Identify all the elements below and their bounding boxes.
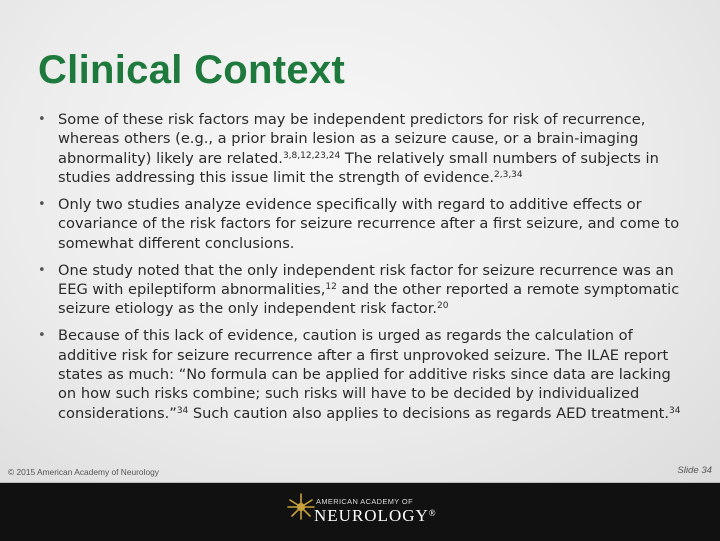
bullet-item: [38, 195, 682, 253]
bullet-item: [38, 261, 682, 319]
bullet-text: Such caution also applies to decisions as regards AED treatment.: [188, 404, 670, 422]
aan-logo: [286, 492, 437, 532]
logo-trademark: ®: [428, 508, 437, 518]
bullet-text: One study noted that the only independent risk factor for seizure recurrence was an EEG with epileptiform abnormalities,: [58, 261, 674, 299]
logo-main-text: [314, 506, 437, 526]
logo-top-text: AMERICAN ACADEMY OF: [316, 497, 413, 506]
bullet-dot-icon: •: [38, 328, 46, 344]
citation-superscript: 12: [325, 282, 337, 293]
citation-superscript: 2,3,34: [494, 170, 523, 181]
bullet-text: Because of this lack of evidence, caution is urged as regards the calculation of additive risk for seizure recurrence after a first unprovoked seizure. The ILAE report states as much: “No formula can be applied for additive risks since data are lacking on how such risks combine; such risks will have to be decided by individualized considerations.”: [58, 327, 671, 422]
starburst-icon: [286, 492, 316, 522]
copyright-text: © 2015 American Academy of Neurology: [8, 467, 159, 477]
bullet-dot-icon: •: [38, 197, 46, 213]
bullet-text: Only two studies analyze evidence specifically with regard to additive effects or covariance of the risk factors for seizure recurrence after a first seizure, and come to somewhat different conclusions.: [58, 196, 680, 252]
citation-superscript: 34: [669, 405, 681, 416]
bullet-item: [38, 110, 682, 188]
slide-number: Slide 34: [677, 465, 712, 476]
citation-superscript: 3,8,12,23,24: [282, 150, 341, 161]
bullet-dot-icon: •: [38, 112, 46, 127]
bullet-dot-icon: •: [38, 262, 46, 278]
bullet-text: The relatively small numbers of subjects in studies addressing this issue limit the strength of evidence.: [58, 149, 659, 187]
bullet-list: [38, 110, 682, 431]
bullet-text: and the other reported a remote symptomatic seizure etiology as the only independent risk factor.: [58, 281, 680, 318]
logo-main-word: NEUROLOGY: [314, 506, 429, 525]
bullet-item: [38, 326, 682, 423]
slide-title: Clinical Context: [38, 48, 346, 92]
bullet-text: Some of these risk factors may be independent predictors for risk of recurrence, whereas others (e.g., a prior brain lesion as a seizure cause, or a brain-imaging abnormality) likely are related.: [58, 111, 646, 167]
citation-superscript: 34: [176, 405, 189, 416]
citation-superscript: 20: [437, 301, 449, 312]
